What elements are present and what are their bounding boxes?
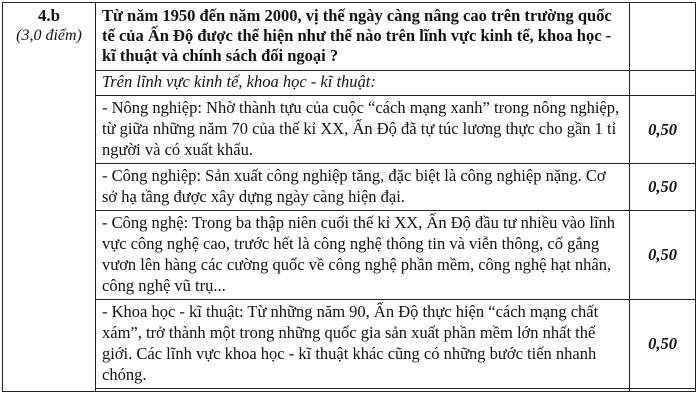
answer-text: - Công nghệ: Trong ba thập niên cuối thế kỉ XX, Ấn Độ đầu tư nhiều vào lĩnh vực công nghệ cao, trước hết là công nghệ thông tin và viễn thông, cố gắng vươn lên hàng các cường quốc về công nghệ phần mềm, công nghệ hạt nhân, công nghệ vũ trụ... — [96, 211, 630, 300]
question-points: (3,0 điểm) — [16, 27, 82, 44]
intro-score-cell — [630, 71, 696, 96]
answer-score: 0,50 — [630, 300, 696, 389]
trailing-score-cell — [630, 389, 696, 392]
answer-score: 0,50 — [630, 211, 696, 300]
heading-score-cell — [630, 3, 696, 71]
answer-text: - Công nghiệp: Sản xuất công nghiệp tăng, đặc biệt là công nghiệp nặng. Cơ sở hạ tầng được xây dựng ngày càng hiện đại. — [96, 164, 630, 211]
trailing-cell — [96, 389, 630, 392]
answer-text: - Khoa học - kĩ thuật: Từ những năm 90, Ấn Độ thực hiện “cách mạng chất xám”, trở thành một trong những quốc gia sản xuất phần mềm lớn nhất thế giới. Các lĩnh vực khoa học - kĩ thuật khác cũng có những bước tiến nhanh chóng. — [96, 300, 630, 389]
answer-row — [3, 211, 696, 300]
answer-score: 0,50 — [630, 96, 696, 164]
answer-row — [3, 164, 696, 211]
question-row — [3, 3, 696, 71]
question-number: 4.b — [37, 6, 61, 25]
trailing-row — [3, 389, 696, 392]
answer-score: 0,50 — [630, 164, 696, 211]
answer-key-table — [2, 2, 696, 392]
answer-row — [3, 96, 696, 164]
section-intro: Trên lĩnh vực kinh tế, khoa học - kĩ thuật: — [96, 71, 630, 96]
answer-text: - Nông nghiệp: Nhờ thành tựu của cuộc “cách mạng xanh” trong nông nghiệp, từ giữa những năm 70 của thế kỉ XX, Ấn Độ đã tự túc lương thực cho gần 1 tỉ người và có xuất khẩu. — [96, 96, 630, 164]
question-heading: Từ năm 1950 đến năm 2000, vị thế ngày càng nâng cao trên trường quốc tế của Ấn Độ được thể hiện như thế nào trên lĩnh vực kinh tế, khoa học - kĩ thuật và chính sách đối ngoại ? — [96, 3, 630, 71]
answer-row — [3, 300, 696, 389]
intro-row — [3, 71, 696, 96]
question-cell — [3, 3, 96, 392]
